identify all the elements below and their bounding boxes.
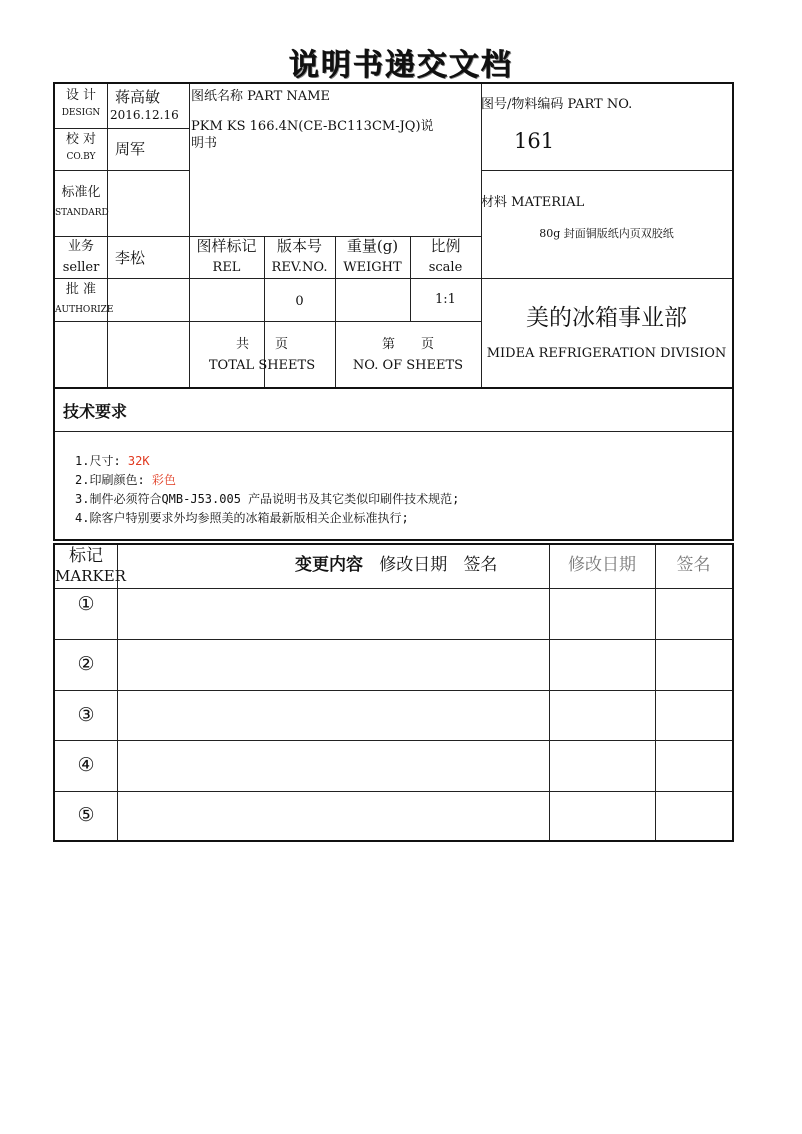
marker-1: ① bbox=[77, 593, 95, 615]
change-content-header bbox=[295, 556, 497, 575]
rev-value: 0 bbox=[295, 294, 304, 309]
requirement-4: 4.除客户特别要求外均参照美的冰箱最新版相关企业标准执行; bbox=[75, 511, 409, 525]
marker-3: ③ bbox=[77, 704, 95, 726]
grid-line bbox=[55, 639, 732, 640]
scale-label-cn: 比例 bbox=[430, 237, 461, 255]
requirement-1 bbox=[75, 452, 150, 469]
standard-label-en: STANDARD bbox=[55, 208, 109, 218]
requirement-1-label: 1.尺寸: bbox=[75, 454, 128, 468]
grid-line bbox=[55, 170, 189, 171]
date-label: 修改日期 bbox=[379, 555, 448, 575]
part-name-line2: 明书 bbox=[191, 136, 218, 151]
seller-label-cn: 业务 bbox=[67, 239, 94, 254]
scale-value: 1:1 bbox=[435, 292, 456, 307]
grid-line bbox=[55, 236, 481, 237]
requirement-2-value: 彩色 bbox=[151, 473, 176, 487]
grid-line bbox=[655, 545, 656, 840]
tech-requirements bbox=[53, 389, 734, 541]
grid-line bbox=[55, 278, 732, 279]
grid-line bbox=[55, 588, 732, 589]
check-label-cn: 校 对 bbox=[65, 132, 97, 147]
designer-name: 蒋高敏 bbox=[115, 88, 161, 106]
scale-label-en: scale bbox=[428, 260, 463, 275]
standard-label-cn: 标准化 bbox=[61, 185, 101, 200]
rel-label-cn: 图样标记 bbox=[196, 237, 257, 255]
company-name-cn: 美的冰箱事业部 bbox=[526, 305, 687, 331]
rev-label-cn: 版本号 bbox=[276, 237, 322, 255]
material-value: 80g 封面铜版纸内页双胶纸 bbox=[539, 227, 674, 240]
seller-label-en: seller bbox=[62, 260, 100, 275]
marker-4: ④ bbox=[77, 754, 95, 776]
sign-column-header: 签名 bbox=[676, 555, 711, 575]
material-label: 材料 MATERIAL bbox=[481, 195, 585, 210]
design-label-cn: 设 计 bbox=[65, 88, 97, 103]
marker-2: ② bbox=[77, 653, 95, 675]
total-sheets-en: TOTAL SHEETS bbox=[208, 358, 316, 373]
part-name-line1: PKM KS 166.4N(CE-BC113CM-JQ)说 bbox=[191, 119, 434, 134]
grid-line bbox=[55, 128, 189, 129]
rev-label-en: REV.NO. bbox=[271, 260, 328, 275]
part-name-label: 图纸名称 PART NAME bbox=[191, 89, 331, 104]
sign-label: 签名 bbox=[463, 555, 498, 575]
seller-name: 李松 bbox=[115, 249, 146, 267]
grid-line bbox=[481, 170, 732, 171]
content-label: 变更内容 bbox=[295, 555, 363, 575]
part-no-value: 161 bbox=[514, 129, 555, 153]
grid-line bbox=[55, 690, 732, 691]
check-label-en: CO.BY bbox=[66, 152, 96, 162]
grid-line bbox=[117, 545, 118, 840]
marker-label-en: MARKER bbox=[55, 567, 126, 585]
design-label-en: DESIGN bbox=[61, 108, 101, 118]
document-title: 说明书递交文档 bbox=[289, 48, 513, 83]
grid-line bbox=[55, 740, 732, 741]
approve-label-en: AUTHORIZE bbox=[55, 305, 114, 315]
company-name-en: MIDEA REFRIGERATION DIVISION bbox=[486, 346, 727, 361]
checker-name: 周军 bbox=[115, 140, 146, 158]
date-column-header: 修改日期 bbox=[568, 555, 636, 575]
grid-line bbox=[55, 791, 732, 792]
weight-label-cn: 重量(g) bbox=[346, 237, 399, 255]
sheet-no-cn: 第 页 bbox=[381, 337, 434, 352]
title-block bbox=[53, 82, 734, 389]
total-sheets-cn: 共 页 bbox=[235, 337, 288, 352]
divider bbox=[55, 431, 732, 432]
requirement-2-label: 2.印刷颜色: bbox=[75, 473, 152, 487]
tech-heading: 技术要求 bbox=[63, 402, 128, 421]
sheet-no-en: NO. OF SHEETS bbox=[352, 358, 464, 373]
grid-line bbox=[549, 545, 550, 840]
design-date: 2016.12.16 bbox=[110, 108, 179, 122]
weight-label-en: WEIGHT bbox=[343, 260, 402, 275]
part-no-label: 图号/物料编码 PART NO. bbox=[481, 97, 633, 112]
marker-5: ⑤ bbox=[77, 804, 95, 826]
approve-label-cn: 批 准 bbox=[65, 282, 97, 297]
marker-label-cn: 标记 bbox=[69, 546, 103, 566]
requirement-1-value: 32K bbox=[127, 454, 150, 468]
requirement-2 bbox=[75, 471, 176, 488]
grid-line bbox=[55, 321, 481, 322]
rel-label-en: REL bbox=[212, 260, 241, 275]
requirement-3: 3.制件必须符合QMB-J53.005 产品说明书及其它类似印刷件技术规范; bbox=[75, 492, 460, 506]
change-table bbox=[53, 543, 734, 842]
